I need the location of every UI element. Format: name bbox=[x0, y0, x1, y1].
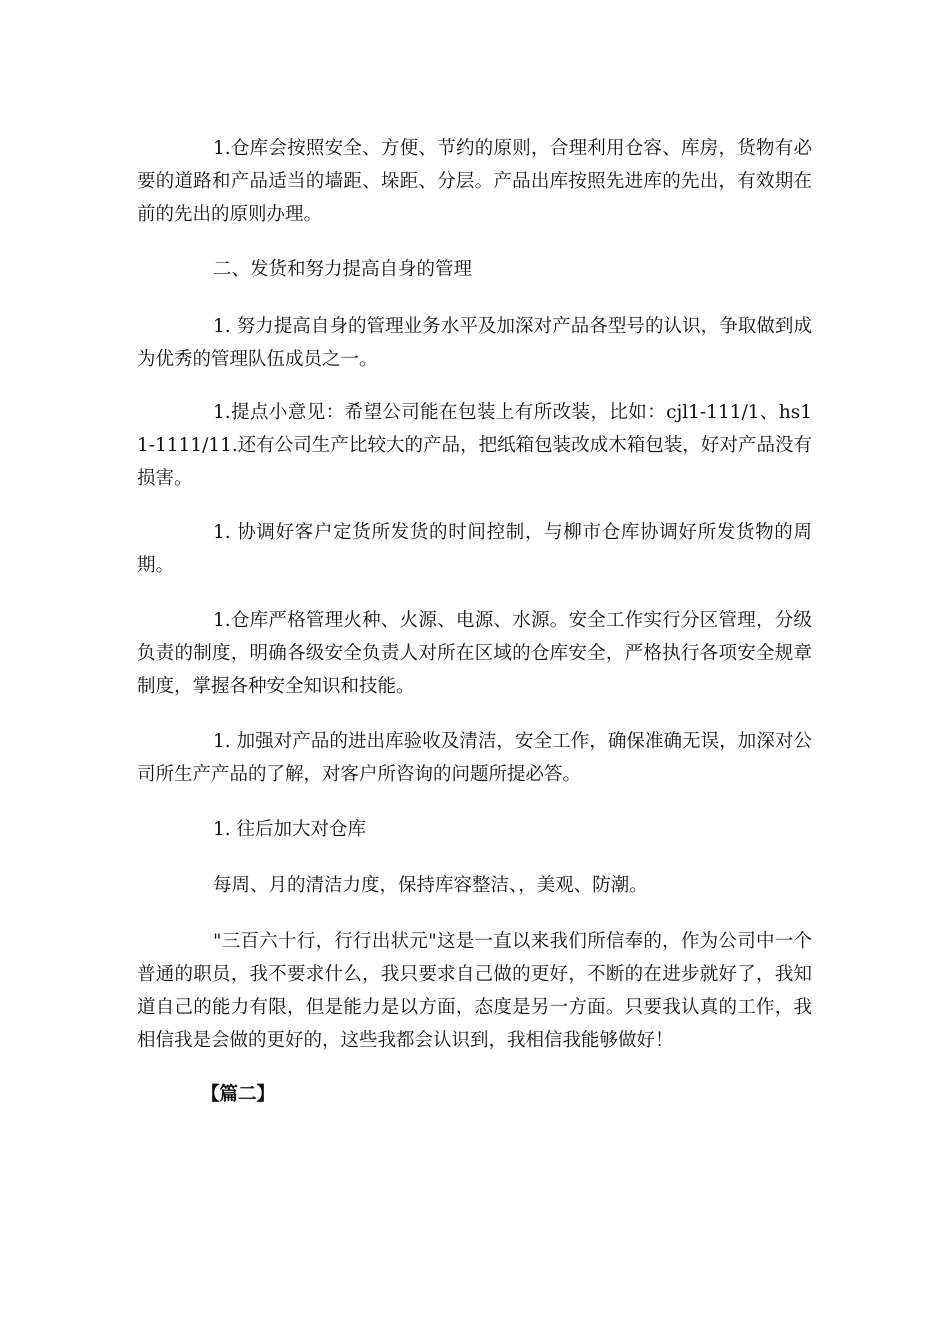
heading-shipping-management: 二、发货和努力提高自身的管理 bbox=[213, 259, 473, 280]
section-heading-part-two: 【篇二】 bbox=[201, 1084, 276, 1105]
paragraph-delivery-coordination: 1. 协调好客户定货所发货的时间控制，与柳市仓库协调好所发货物的周期。 bbox=[137, 522, 812, 576]
paragraph-packaging-suggestion: 1.提点小意见：希望公司能在包装上有所改装，比如：cjl1-111/1、hs11-1111/11.还有公司生产比较大的产品，把纸箱包装改成木箱包装，好对产品没有损害。 bbox=[137, 402, 812, 489]
paragraph-fire-safety: 1.仓库严格管理火种、火源、电源、水源。安全工作实行分区管理，分级负责的制度，明确各级安全负责人对所在区域的仓库安全，严格执行各项安全规章制度，掌握各种安全知识和技能。 bbox=[137, 610, 812, 697]
paragraph-closing-statement: "三百六十行，行行出状元"这是一直以来我们所信奉的，作为公司中一个普通的职员，我不要求什么，我只要求自己做的更好，不断的在进步就好了，我知道自己的能力有限，但是能力是以方面，态度是另一方面。只要我认真的工作，我相信我是会做的更好的，这些我都会认识到，我相信我能够做好！ bbox=[137, 931, 812, 1051]
paragraph-inspection-cleaning: 1. 加强对产品的进出库验收及清洁，安全工作，确保准确无误，加深对公司所生产产品的了解，对客户所咨询的问题所提必答。 bbox=[137, 731, 812, 785]
paragraph-warehouse-principles: 1.仓库会按照安全、方便、节约的原则，合理利用仓容、库房，货物有必要的道路和产品适当的墙距、垛距、分层。产品出库按照先进库的先出，有效期在前的先出的原则办理。 bbox=[137, 138, 812, 225]
paragraph-self-improvement: 1. 努力提高自身的管理业务水平及加深对产品各型号的认识，争取做到成为优秀的管理队伍成员之一。 bbox=[137, 316, 812, 370]
paragraph-cleaning-schedule: 每周、月的清洁力度，保持库容整洁、，美观、防潮。 bbox=[213, 875, 648, 896]
paragraph-warehouse-effort: 1. 往后加大对仓库 bbox=[213, 819, 367, 840]
